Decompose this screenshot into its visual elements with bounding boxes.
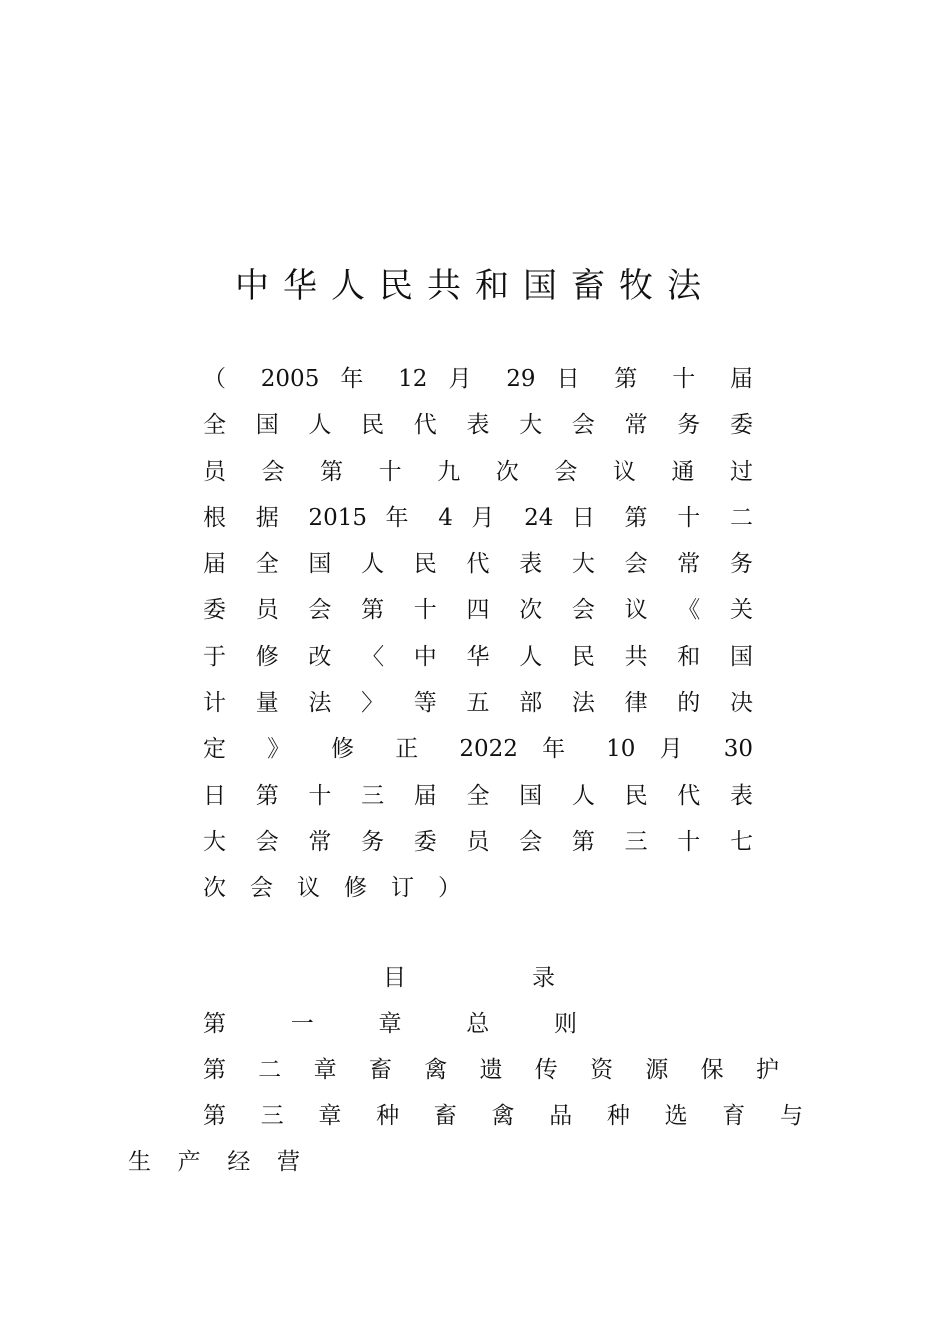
note-line: 定 》 修 正 2022 年 10 月 30 [203, 736, 753, 763]
document-title: 中华人民共和国畜牧法 [235, 266, 715, 306]
note-line: 计 量 法 〉 等 五 部 法 律 的 决 [203, 690, 753, 717]
toc-chapter-3-continued: 生 产 经 营 [128, 1149, 300, 1175]
toc-heading: 目 录 [383, 965, 555, 991]
note-line: 日 第 十 三 届 全 国 人 民 代 表 [203, 782, 753, 809]
toc-chapter-2: 第 二 章 畜 禽 遗 传 资 源 保 护 [203, 1057, 779, 1083]
note-line: 员 会 第 十 九 次 会 议 通 过 [203, 458, 753, 485]
note-line: 届 全 国 人 民 代 表 大 会 常 务 [203, 551, 753, 578]
note-line: 全 国 人 民 代 表 大 会 常 务 委 [203, 412, 753, 439]
note-line: 于 修 改 〈 中 华 人 民 共 和 国 [203, 643, 753, 670]
toc-chapter-3: 第 三 章 种 畜 禽 品 种 选 育 与 [203, 1103, 803, 1129]
note-line: （ 2005 年 12 月 29 日 第 十 届 [203, 366, 753, 392]
note-line: 次会议修订） [203, 875, 485, 902]
note-line: 根 据 2015 年 4 月 24 日 第 十 二 [203, 504, 753, 531]
toc-chapter-1: 第 一 章 总 则 [203, 1011, 577, 1037]
note-line: 委 员 会 第 十 四 次 会 议 《 关 [203, 597, 753, 624]
note-line: 大 会 常 务 委 员 会 第 三 十 七 [203, 828, 753, 855]
revision-note [203, 356, 753, 912]
